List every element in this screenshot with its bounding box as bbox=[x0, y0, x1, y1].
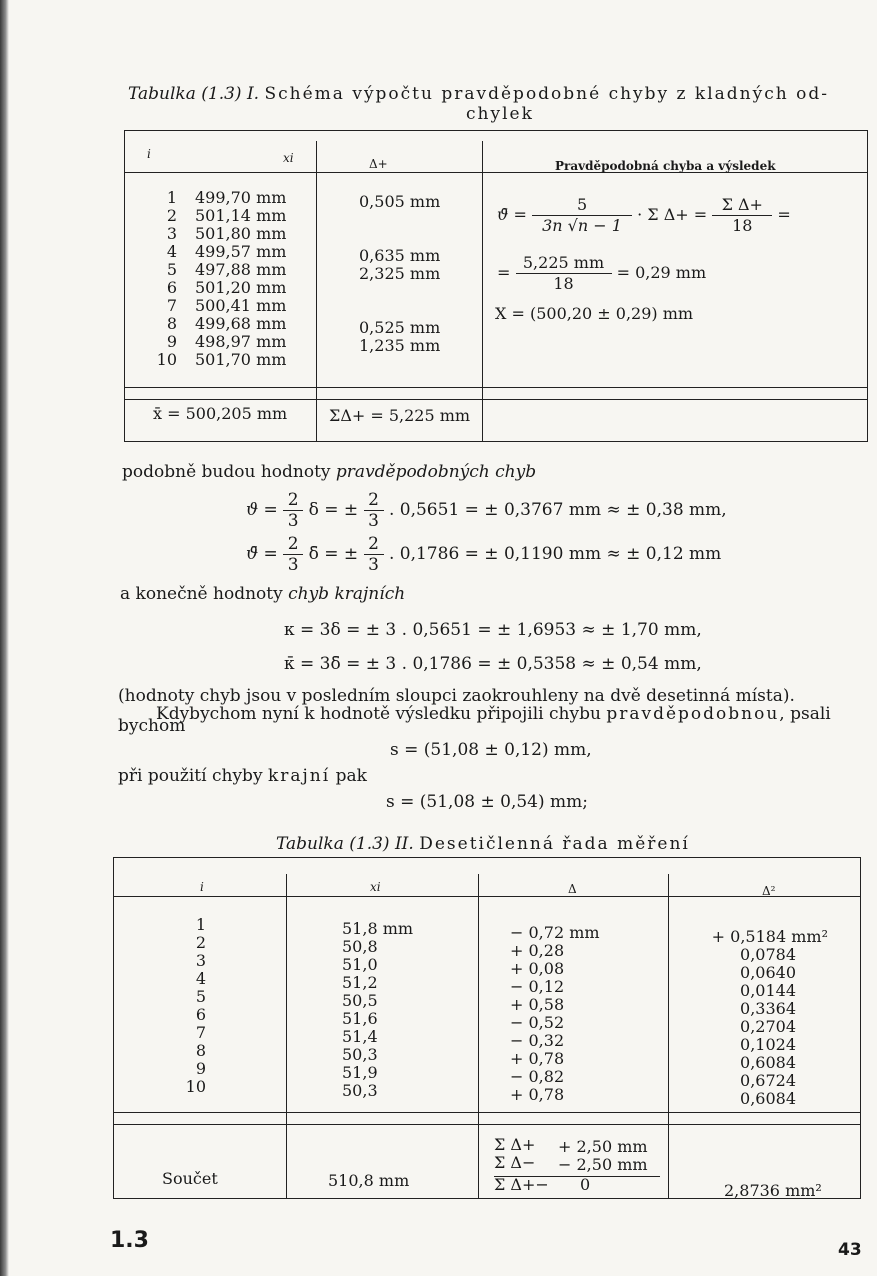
table2-footer-sum-pm-label: Σ Δ+− bbox=[494, 1175, 549, 1194]
table-cell: 50,3 bbox=[342, 1081, 378, 1100]
table-cell: 50,8 bbox=[342, 937, 378, 956]
table2-index-column bbox=[178, 916, 206, 1096]
paragraph-text: podobně budou hodnoty bbox=[122, 462, 336, 482]
table-cell: 3 bbox=[195, 951, 206, 970]
table-cell: 499,68 mm bbox=[195, 314, 287, 333]
table1-header-i: i bbox=[147, 147, 151, 161]
table-cell: 0,6724 bbox=[740, 1071, 796, 1090]
paragraph-italic: pravděpodobných chyb bbox=[335, 462, 537, 482]
table1-footer-rule bbox=[125, 399, 867, 400]
paragraph-italic: chyb krajních bbox=[288, 584, 406, 604]
table2-footer-sum-minus-label: Σ Δ− bbox=[494, 1153, 536, 1172]
table-cell: 6 bbox=[195, 1005, 206, 1024]
table2-divider bbox=[668, 874, 669, 1198]
table-cell: 51,0 bbox=[342, 955, 378, 974]
table1-delta-column bbox=[359, 193, 440, 373]
table-cell: + 0,58 bbox=[510, 995, 565, 1014]
formula-lhs: ϑ̄ = bbox=[497, 205, 527, 224]
table-cell: 499,57 mm bbox=[195, 242, 287, 261]
table-cell: 2,325 mm bbox=[359, 264, 441, 283]
section-number: 1.3 bbox=[110, 1228, 149, 1253]
table1-caption-line2: chylek bbox=[466, 104, 534, 124]
paragraph-rounding: (hodnoty chyb jsou v posledním sloupci zaokrouhleny na dvě desetinná místa). bbox=[118, 686, 795, 706]
table-cell: − 0,32 bbox=[510, 1031, 565, 1050]
table2-footer-rule bbox=[114, 1124, 860, 1125]
equation-lhs: ϑ = bbox=[246, 500, 278, 520]
fraction-numerator: 2 bbox=[283, 490, 303, 511]
table-cell: 0,6084 bbox=[740, 1089, 796, 1108]
fraction-numerator: 2 bbox=[283, 534, 303, 555]
table1-caption-label: Tabulka (1.3) I. bbox=[128, 84, 260, 104]
table2-square-column bbox=[698, 928, 828, 1108]
table-cell: − 0,72 mm bbox=[510, 923, 600, 942]
equation-lhs: ϑ̄ = bbox=[246, 544, 278, 564]
table-cell: 51,8 mm bbox=[342, 919, 414, 938]
table-cell: 51,2 bbox=[342, 973, 378, 992]
table2-header-rule bbox=[114, 896, 860, 897]
fraction-numerator: 2 bbox=[364, 534, 384, 555]
table1-caption-line1 bbox=[128, 84, 829, 104]
equation-text: . 0,1786 = ± 0,1190 mm ≈ ± 0,12 mm bbox=[388, 544, 722, 564]
fraction-denominator: 3 bbox=[368, 511, 379, 531]
table2-value-column bbox=[342, 920, 413, 1100]
paragraph-spaced: pravděpodobnou bbox=[606, 704, 780, 724]
table-cell: + 0,78 bbox=[510, 1049, 565, 1068]
equation-s-limit: s = (51,08 ± 0,54) mm; bbox=[386, 792, 588, 812]
table-cell: − 0,82 bbox=[510, 1067, 565, 1086]
equation-kappa: κ = 3δ = ± 3 . 0,5651 = ± 1,6953 ≈ ± 1,70 mm, bbox=[284, 620, 702, 640]
table-cell: 6 bbox=[166, 278, 177, 297]
table-cell: 50,3 bbox=[342, 1045, 378, 1064]
table-cell: 10 bbox=[185, 1077, 206, 1096]
table-cell: 51,4 bbox=[342, 1027, 378, 1046]
formula-sum: · Σ Δ+ = bbox=[637, 205, 708, 224]
table1-formula-line1 bbox=[497, 195, 791, 236]
table1-header-x: xi bbox=[283, 151, 294, 165]
paragraph-result-line1 bbox=[156, 704, 831, 724]
table-cell bbox=[359, 211, 440, 229]
table-cell bbox=[359, 283, 440, 301]
table-cell: 0,0640 bbox=[740, 963, 796, 982]
table-cell: 0,0784 bbox=[740, 945, 796, 964]
table2-header-i: i bbox=[200, 880, 204, 894]
table-cell: 0,505 mm bbox=[359, 192, 441, 211]
equation-text: δ = ± bbox=[308, 500, 359, 520]
table-cell bbox=[359, 229, 440, 247]
table-cell: 1 bbox=[166, 188, 177, 207]
table-cell: 8 bbox=[195, 1041, 206, 1060]
table1-result-x: X = (500,20 ± 0,29) mm bbox=[495, 304, 694, 323]
table2-caption-text: Desetičlenná řada měření bbox=[419, 834, 690, 854]
book-spine-shadow bbox=[0, 0, 9, 1276]
paragraph-text: pak bbox=[330, 766, 367, 786]
table-cell: 0,3364 bbox=[740, 999, 796, 1018]
table2-header-delta: Δ bbox=[568, 882, 577, 896]
equation-fraction bbox=[364, 490, 384, 531]
fraction-numerator: 5 bbox=[532, 195, 632, 216]
fraction-numerator: 2 bbox=[364, 490, 384, 511]
table1 bbox=[124, 130, 868, 442]
table2-footer-sum-sq: 2,8736 mm² bbox=[724, 1181, 822, 1200]
paragraph-text: a konečně hodnoty bbox=[120, 584, 289, 604]
equation-theta-bar bbox=[246, 534, 721, 575]
table2-caption-label: Tabulka (1.3) II. bbox=[276, 834, 414, 854]
table-cell: 4 bbox=[166, 242, 177, 261]
table-cell: 51,6 bbox=[342, 1009, 378, 1028]
fraction-denominator: 3 bbox=[368, 555, 379, 575]
paragraph-probable bbox=[122, 462, 536, 482]
table-cell: 500,41 mm bbox=[195, 296, 287, 315]
table-cell: 497,88 mm bbox=[195, 260, 287, 279]
table2-footer-label: Součet bbox=[162, 1169, 218, 1188]
table1-header-delta: Δ+ bbox=[369, 157, 388, 171]
equation-kappa-bar: κ̄ = 3δ̄ = ± 3 . 0,1786 = ± 0,5358 ≈ ± 0,54 mm, bbox=[284, 654, 702, 674]
table2-divider bbox=[286, 874, 287, 1198]
table-cell: 3 bbox=[166, 224, 177, 243]
table-cell: 7 bbox=[195, 1023, 206, 1042]
table1-divider bbox=[316, 141, 317, 441]
table1-header-result: Pravděpodobná chyba a výsledek bbox=[555, 159, 776, 173]
equation-s-probable: s = (51,08 ± 0,12) mm, bbox=[390, 740, 592, 760]
table-cell: 0,6084 bbox=[740, 1053, 796, 1072]
table-cell: 498,97 mm bbox=[195, 332, 287, 351]
equation-fraction bbox=[364, 534, 384, 575]
table-cell: 0,0144 bbox=[740, 981, 796, 1000]
table-cell: + 0,28 bbox=[510, 941, 565, 960]
formula-fraction bbox=[712, 195, 772, 236]
table1-caption-text: Schéma výpočtu pravděpodobné chyby z kladných od- bbox=[264, 84, 829, 104]
table1-index-column bbox=[149, 189, 177, 369]
table-cell: 0,2704 bbox=[740, 1017, 796, 1036]
table-cell: 0,635 mm bbox=[359, 246, 441, 265]
table2-footer-rule bbox=[114, 1112, 860, 1113]
formula-fraction bbox=[516, 253, 612, 294]
table-cell: 501,14 mm bbox=[195, 206, 287, 225]
table-cell: 5 bbox=[195, 987, 206, 1006]
table2-header-x: xi bbox=[370, 880, 381, 894]
formula-equals: = bbox=[777, 205, 791, 224]
table-cell: 499,70 mm bbox=[195, 188, 287, 207]
table-cell: 501,80 mm bbox=[195, 224, 287, 243]
table-cell: 50,5 bbox=[342, 991, 378, 1010]
table-cell: 2 bbox=[195, 933, 206, 952]
table-cell: 51,9 bbox=[342, 1063, 378, 1082]
paragraph-text: , psali bbox=[779, 704, 831, 724]
table2-footer-sum-x: 510,8 mm bbox=[328, 1171, 410, 1190]
table-cell: 4 bbox=[195, 969, 206, 988]
table2 bbox=[113, 857, 861, 1199]
table-cell: 2 bbox=[166, 206, 177, 225]
fraction-denominator: 3 bbox=[287, 511, 299, 531]
table-cell: − 0,12 bbox=[510, 977, 565, 996]
formula-equals: = bbox=[497, 263, 511, 282]
fraction-numerator: 5,225 mm bbox=[516, 253, 612, 274]
table-cell: + 0,08 bbox=[510, 959, 565, 978]
paragraph-limit-use bbox=[118, 766, 367, 786]
paragraph-text: Kdybychom nyní k hodnotě výsledku připojili chybu bbox=[156, 704, 607, 724]
table2-header-delta2: Δ² bbox=[762, 884, 776, 898]
paragraph-text: při použití chyby bbox=[118, 766, 268, 786]
equation-text: . 0,5651 = ± 0,3767 mm ≈ ± 0,38 mm, bbox=[388, 500, 727, 520]
table-cell: 9 bbox=[195, 1059, 206, 1078]
table-cell: 9 bbox=[166, 332, 177, 351]
table1-footer-rule bbox=[125, 387, 867, 388]
table-cell: 1 bbox=[195, 915, 206, 934]
paragraph-spaced: krajní bbox=[267, 766, 331, 786]
table-cell: + 0,5184 mm² bbox=[711, 927, 828, 946]
table-cell: 5 bbox=[166, 260, 177, 279]
table-cell bbox=[359, 301, 440, 319]
fraction-numerator: Σ Δ+ bbox=[712, 195, 772, 216]
formula-fraction bbox=[532, 195, 632, 236]
paragraph-result-line2: bychom bbox=[118, 716, 186, 736]
fraction-denominator: 18 bbox=[732, 216, 753, 235]
equation-theta bbox=[246, 490, 727, 531]
table2-footer-sum-minus: − 2,50 mm bbox=[558, 1155, 648, 1174]
table2-footer-sum-pm: 0 bbox=[580, 1175, 591, 1194]
table2-caption bbox=[276, 834, 690, 854]
table-cell: + 0,78 bbox=[510, 1085, 565, 1104]
equation-fraction bbox=[283, 534, 303, 575]
table-cell: − 0,52 bbox=[510, 1013, 565, 1032]
table1-footer-sum: ΣΔ+ = 5,225 mm bbox=[329, 406, 471, 425]
table2-footer-sum-plus: + 2,50 mm bbox=[558, 1137, 648, 1156]
table-cell: 1,235 mm bbox=[359, 336, 441, 355]
table2-delta-column bbox=[510, 924, 600, 1104]
table1-footer-mean: x̄ = 500,205 mm bbox=[153, 404, 288, 423]
fraction-denominator: 3n √n − 1 bbox=[542, 216, 622, 235]
equation-fraction bbox=[283, 490, 303, 531]
table1-divider bbox=[482, 141, 483, 441]
fraction-denominator: 18 bbox=[553, 274, 574, 293]
table1-formula-line2 bbox=[497, 253, 706, 294]
table2-divider bbox=[478, 874, 479, 1198]
equation-text: δ̄ = ± bbox=[308, 544, 359, 564]
table1-value-column bbox=[195, 189, 286, 369]
page-number: 43 bbox=[838, 1240, 862, 1260]
paragraph-limit bbox=[120, 584, 405, 604]
table-cell: 501,70 mm bbox=[195, 350, 287, 369]
table-cell: 0,1024 bbox=[740, 1035, 796, 1054]
formula-result: = 0,29 mm bbox=[616, 263, 707, 282]
table-cell: 0,525 mm bbox=[359, 318, 441, 337]
table-cell: 10 bbox=[156, 350, 177, 369]
table-cell: 501,20 mm bbox=[195, 278, 287, 297]
table-cell: 8 bbox=[166, 314, 177, 333]
table-cell: 7 bbox=[166, 296, 177, 315]
fraction-denominator: 3 bbox=[287, 555, 299, 575]
table2-footer-sum-plus-label: Σ Δ+ bbox=[494, 1135, 536, 1154]
table-cell bbox=[359, 355, 440, 373]
